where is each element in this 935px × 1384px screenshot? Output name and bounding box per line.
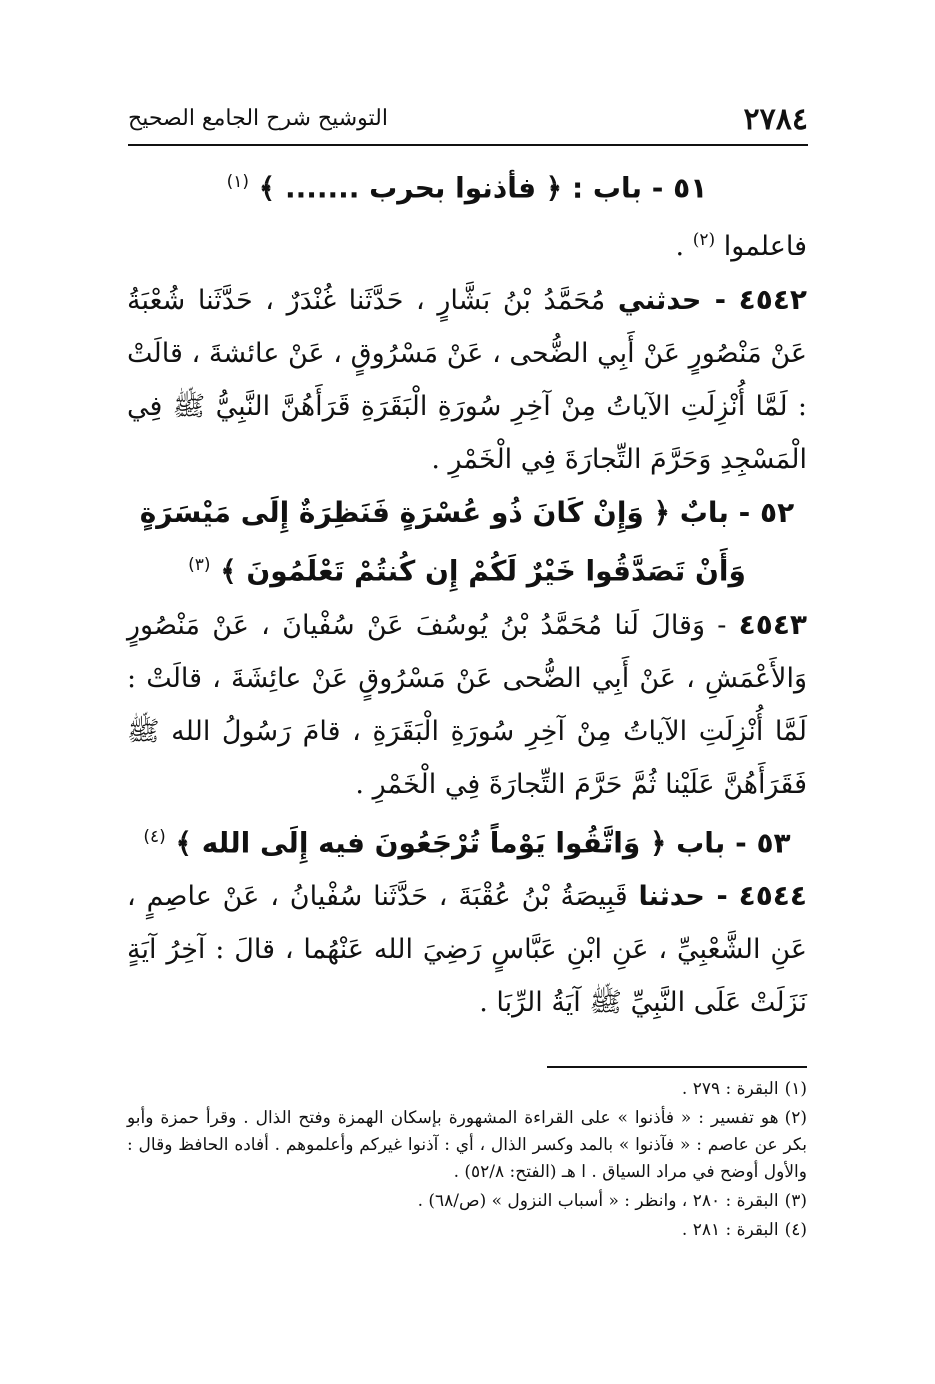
hadith-text-4543: - وَقالَ لَنا مُحَمَّدُ بْنُ يُوسُفَ عَنْ سُفْيانَ ، عَنْ مَنْصُورٍ وَالأَعْمَشِ ، عَنْ أَبِي الضُّحى عَنْ مَسْرُوقٍ عَنْ عائِشَةَ ، قالَتْ : لَمَّا أُنْزِلَتِ الآياتُ مِنْ آخِرِ سُورَةِ الْبَقَرَةِ ، قامَ رَسُولُ الله ﷺ فَقَرَأَهُنَّ عَلَيْنا ثُمَّ حَرَّمَ التِّجارَةَ فِي الْخَمْرِ . (127, 609, 807, 800)
chapter-heading-52-cont (127, 539, 807, 597)
chapter-heading-53 (127, 811, 807, 869)
chapter-52-title-line1: ٥٢ - بابٌ ﴿ وَإِنْ كَانَ ذُو عُسْرَةٍ فَنَظِرَةٌ إِلَى مَيْسَرَةٍ (139, 496, 795, 530)
running-title: التوشيح شرح الجامع الصحيح (128, 106, 388, 131)
footnote-text: البقرة : ٢٨١ . (681, 1220, 779, 1240)
chapter-51-explanation (127, 214, 807, 273)
footnote-number: (٣) (784, 1191, 807, 1211)
footnote-text: البقرة : ٢٧٩ . (681, 1079, 779, 1099)
chapter-52-title-line2: وَأَنْ تَصَدَّقُوا خَيْرٌ لَكُمْ إِن كُنتُمْ تَعْلَمُونَ ﴾ (220, 554, 746, 588)
page-header (128, 98, 808, 144)
hadith-number-4544: ٤٥٤٤ (738, 878, 807, 912)
footnotes (127, 1076, 807, 1246)
footnote-2 (127, 1105, 807, 1186)
hadith-number-4543: ٤٥٤٣ (738, 607, 807, 641)
chapter-heading-51 (127, 156, 807, 214)
footnote-1 (127, 1076, 807, 1103)
chapter-heading-52 (127, 486, 807, 539)
footnote-4 (127, 1217, 807, 1244)
hadith-text-4544: قَبِيصَةُ بْنُ عُقْبَةَ ، حَدَّثَنا سُفْيانُ ، عَنْ عاصِمٍ ، عَنِ الشَّعْبِيِّ ، عَنِ ابْنِ عَبَّاسٍ رَضِيَ الله عَنْهُما ، قالَ : آخِرُ آيَةٍ نَزَلَتْ عَلَى النَّبِيِّ ﷺ آيَةُ الرِّبَا . (127, 880, 807, 1018)
hadith-4544 (127, 869, 807, 1029)
footnote-ref-2: (٢) (692, 230, 716, 251)
footnote-text: هو تفسير : « فأذنوا » على القراءة المشهورة بإسكان الهمزة وفتح الذال . وقرأ حمزة وأبو بكر عن عاصم : « فآذنوا » بالمد وكسر الذال ، أي : آذنوا غيركم وأعلموهم . أفاده الحافظ وقال : والأول أوضح في مراد السياق . ا هـ (الفتح: ٥٢/٨) . (127, 1108, 807, 1182)
footnote-number: (٢) (784, 1108, 807, 1128)
hadith-lead-4542: - حدثني (617, 285, 727, 317)
footnote-text: البقرة : ٢٨٠ ، وانظر : « أسباب النزول » (ص/٦٨) . (417, 1191, 779, 1211)
explanation-end: . (675, 231, 685, 263)
hadith-lead-4544: - حدثنا (638, 880, 728, 912)
hadith-text-4542: مُحَمَّدُ بْنُ بَشَّارٍ ، حَدَّثَنا غُنْدَرٌ ، حَدَّثَنا شُعْبَةُ عَنْ مَنْصُورٍ عَنْ أَبِي الضُّحى ، عَنْ مَسْرُوقٍ ، عَنْ عائشةَ ، قالَتْ : لَمَّا أُنْزِلَتِ الآياتُ مِنْ آخِرِ سُورَةِ الْبَقَرَةِ قَرَأَهُنَّ النَّبِيُّ ﷺ فِي الْمَسْجِدِ وَحَرَّمَ التِّجارَةَ فِي الْخَمْرِ . (127, 285, 807, 476)
header-rule (128, 144, 808, 146)
footnote-ref-3: (٣) (188, 555, 211, 576)
footnote-number: (٤) (784, 1220, 807, 1240)
chapter-51-title: ٥١ - باب : ﴿ فأذنوا بحرب ....... ﴾ (258, 171, 708, 205)
footnote-number: (١) (784, 1079, 807, 1099)
hadith-4542 (127, 273, 807, 486)
page-number: ٢٧٨٤ (743, 102, 808, 137)
footnote-ref-4: (٤) (143, 826, 166, 847)
explanation-word: فاعلموا (723, 231, 807, 263)
footnote-rule (547, 1066, 807, 1068)
footnote-ref-1: (١) (226, 172, 250, 192)
chapter-53-title: ٥٣ - باب ﴿ وَاتَّقُوا يَوْماً تُرْجَعُونَ فيه إِلَى الله ﴾ (175, 825, 791, 859)
footnote-3 (127, 1188, 807, 1215)
hadith-number-4542: ٤٥٤٢ (738, 283, 807, 317)
main-text (127, 156, 807, 1029)
hadith-4543 (127, 598, 807, 811)
